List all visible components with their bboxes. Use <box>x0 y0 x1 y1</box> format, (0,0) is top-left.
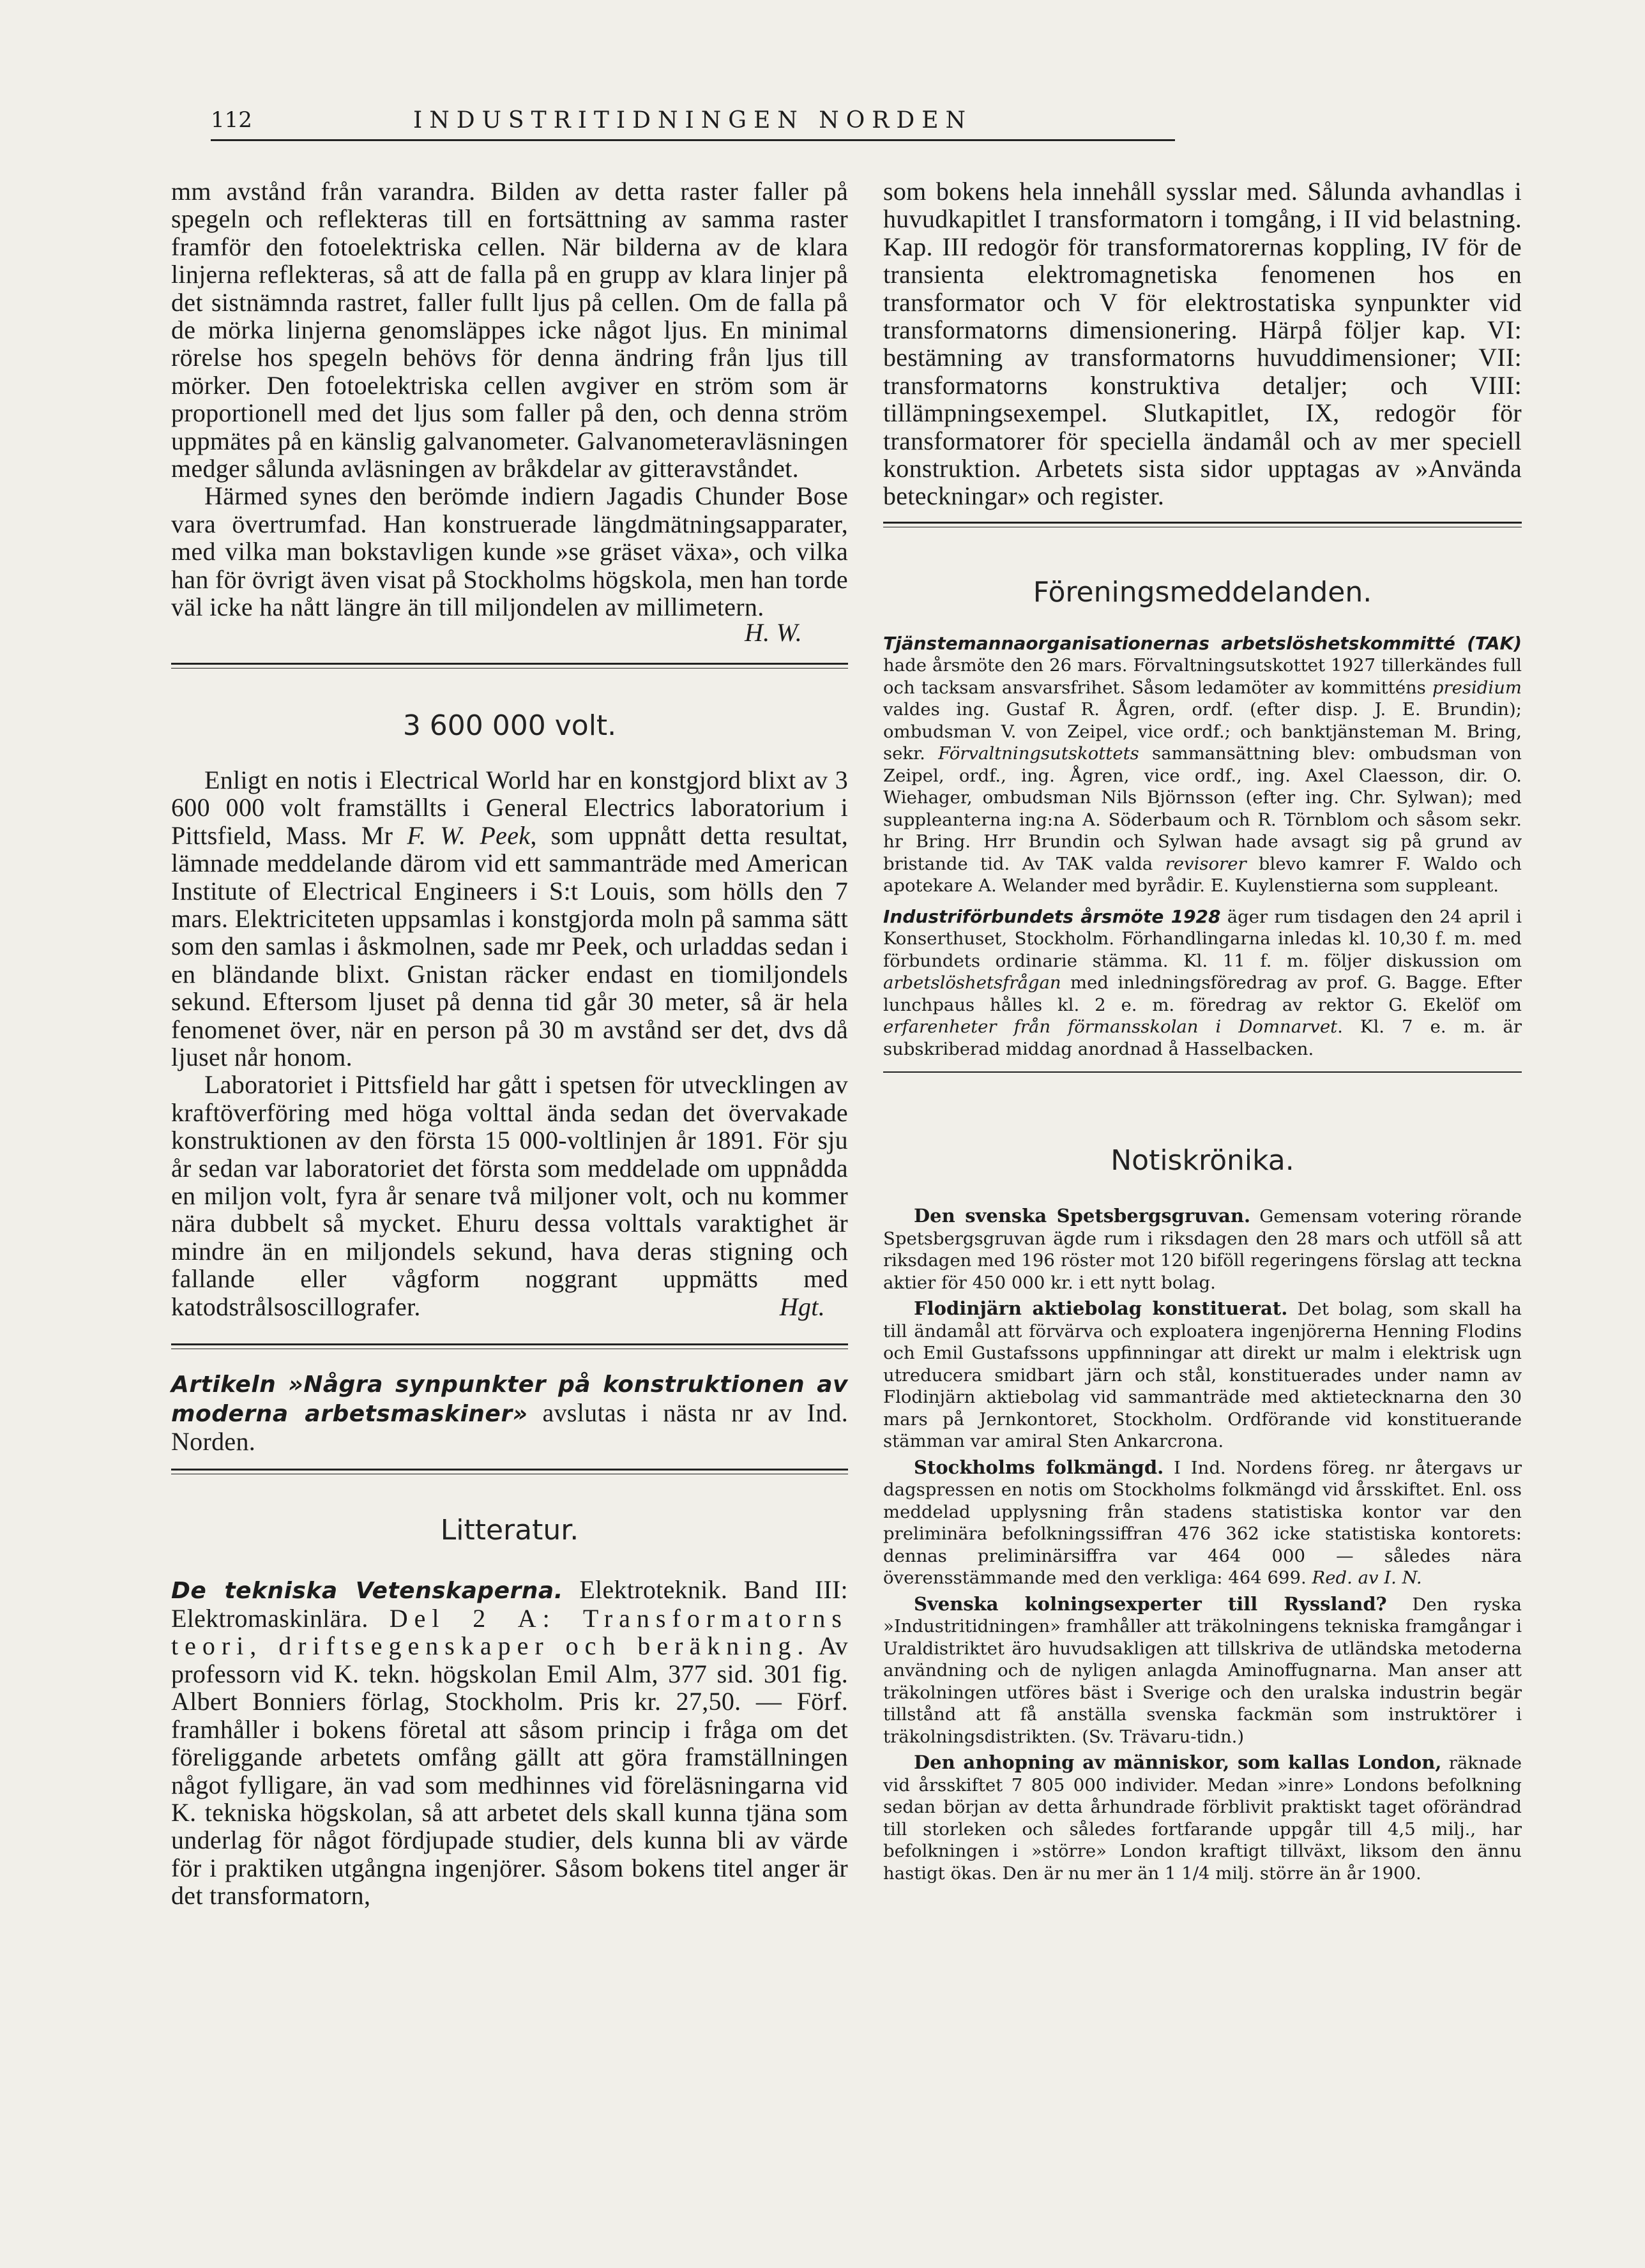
section-divider <box>883 522 1522 527</box>
section-heading-literature: Litteratur. <box>440 1513 579 1546</box>
section-heading-associations: Föreningsmeddelanden. <box>1033 575 1372 609</box>
paragraph: som bokens hela innehåll sysslar med. Sålunda avhandlas i huvudkapitlet I transformatorn i tomgång, i II vid belastning. Kap. III redogör för transformatorernas koppling, IV för de transienta elektromagnetiska fenomenen hos en transformator och V för elektrostatiska synpunkter vid transformatorns dimensionering. Härpå följer kap. VI: bestämning av transformatorns huvuddimensioner; VII: transformatorns konstruktiva detaljer; och VIII: tillämpningsexempel. Slutkapitlet, IX, redogör för transformatorer för speciella ändamål och av mer speciell konstruktion. Arbetets sista sidor upptagas av »Använda beteckningar» och register. <box>883 177 1522 511</box>
text-run: Enligt en notis i Electrical World har en konstgjord blixt av 3 600 000 volt framställts i General Electrics laboratorium i Pittsfield, Mass. Mr <box>171 765 848 850</box>
page-header <box>211 107 1175 140</box>
section-divider <box>883 1071 1522 1073</box>
left-column <box>171 178 848 1910</box>
text-run: revisorer <box>1165 853 1247 874</box>
news-lead: Den svenska Spetsbergsgruvan. <box>914 1205 1251 1227</box>
section-heading-news: Notiskrönika. <box>1111 1144 1294 1177</box>
text-run: presidium <box>1432 677 1522 698</box>
text-run: arbetslöshetsfrågan <box>883 972 1061 994</box>
book-part-title: Del 2 A: Transformatorns teori, driftsegenskaper och beräkning. <box>171 1604 848 1661</box>
person-name: F. W. Peek <box>407 820 531 850</box>
text-run: äger rum tisdagen den 24 april i Konserthuset, Stockholm. Förhandlingarna inledas kl. 10,30 f. m. med förbundets ordinarie stämma. Kl. 11 f. m. följer diskussion om <box>883 906 1522 971</box>
news-lead: Den anhopning av människor, som kallas London, <box>914 1751 1442 1774</box>
paragraph: Härmed synes den berömde indiern Jagadis Chunder Bose vara övertrumfad. Han konstruerade längdmätningsapparater, med vilka man bokstavligen kunde »se gräset växa», och vilka han för övrigt även visat på Stockholms högskola, men han torde väl icke ha nått längre än till miljondelen av millimetern. <box>171 481 848 622</box>
text-run: Gemensam votering rörande Spetsbergsgruvan ägde rum i riksdagen den 28 mars och utföll så att riksdagen med 196 röster mot 120 biföll regeringens förslag att teckna aktier för 450 000 kr. i ett nytt bolag. <box>883 1206 1522 1293</box>
text-run: erfarenheter från förmansskolan i Domnarvet <box>883 1017 1338 1038</box>
text-run: , som uppnått detta resultat, lämnade meddelande därom vid ett sammanträde med American Institute of Electrical Engineers i S:t Louis, som hölls den 7 mars. Elektriciteten uppsamlas i konstgjorda moln på samma sätt som den samlas i åskmolnen, sade mr Peek, och urladdas sedan i en bländande blixt. Gnistan räcker endast en tiomiljondels sekund. Eftersom ljuset på denna tid går 30 meter, så är hela fenomenet över, när en person på 30 m avstånd ser det, dvs då ljuset når honom. <box>171 820 849 1071</box>
paragraph: mm avstånd från varandra. Bilden av detta raster faller på spegeln och reflekteras till en fortsättning av samma raster framför den fotoelektriska cellen. När bilderna av de klara linjerna reflekteras, så att de falla på en grupp av klara linjer på det sistnämnda rastret, faller fullt ljus på cellen. Om de falla på de mörka linjerna genomsläppes icke något ljus. En minimal rörelse hos spegeln behövs för denna ändring från ljus till mörker. Den fotoelektriska cellen avgiver en ström som är proportionell med det ljus som faller på den, och denna ström uppmätes på en känslig galvanometer. Galvanometeravläsningen medger sålunda avläsningen av bråkdelar av gitteravståndet. <box>171 177 848 483</box>
news-item <box>883 1297 1522 1453</box>
news-item <box>883 1751 1522 1884</box>
news-item <box>883 1456 1522 1589</box>
paragraph <box>171 1576 848 1910</box>
signature: H. W. <box>744 617 802 647</box>
page-number: 112 <box>211 107 252 133</box>
book-title: De tekniska Vetenskaperna. <box>171 1577 563 1604</box>
notice-lead: Industriförbundets årsmöte 1928 <box>883 905 1221 927</box>
right-column <box>883 178 1522 1888</box>
text-run: Det bolag, som skall ha till ändamål att förvärva och exploatera ingenjörerna Henning Flodins och Emil Gustafssons uppfinningar att direkt ur malm i elektrisk ugn utreducera smidbart järn och stål, konstituerades under namn av Flodinjärn aktiebolag vid sammanträde med aktietecknarna den 30 mars på Jernkontoret, Stockholm. Ordförande vid konstituerande stämman var amiral Sten Ankarcrona. <box>883 1299 1522 1452</box>
text-run: Förvaltningsutskottets <box>938 743 1139 764</box>
section-divider <box>171 1343 848 1349</box>
section-divider <box>171 1469 848 1474</box>
text-run: med inledningsföredrag av prof. G. Bagge. Efter lunchpaus hålles kl. 2 e. m. föredrag av rektor G. Ekelöf om <box>883 972 1522 1015</box>
text-run: I Ind. Nordens föreg. nr återgavs ur dagspressen en notis om Stockholms folkmängd vid årsskiftet. Enl. oss meddelad upplysning från stadens statistiska kontor var den preliminära befolkningssiffran 476 362 icke statistiska kontorets: dennas preliminärsiffra var 464 000 — således nära överensstämmande med den verkliga: 464 699. <box>883 1457 1522 1589</box>
text-run: sammansättning blev: ombudsman von Zeipel, ordf., ing. Ågren, vice ordf., ing. Axel Claesson, dir. O. Wiehager, ombudsman Nils Björnsson (efter ing. Chr. Sylwan); med suppleanterna ing:na A. Söderbaum och R. Törnblom och såsom sekr. hr Bring. Hrr Brundin och Sylwan hade avsagt sig på grund av bristande tid. Av TAK valda <box>883 743 1522 874</box>
notice-lead: Tjänstemannaorganisationernas arbetslöshetskommitté (TAK) <box>883 632 1522 654</box>
notice <box>171 1370 848 1455</box>
section-divider <box>171 663 848 669</box>
news-lead: Flodinjärn aktiebolag konstituerat. <box>914 1297 1288 1320</box>
header-rule <box>211 139 1175 141</box>
text-run: valdes ing. Gustaf R. Ågren, ordf. (efter disp. J. E. Brundin); ombudsman V. von Zeipel, vice ordf.; och banktjänsteman M. Bring, sekr. <box>883 699 1522 764</box>
text-run: blevo kamrer F. Waldo och apotekare A. Welander med byrådir. E. Kuylenstierna som suppleant. <box>883 853 1522 896</box>
editor-signature: Red. av I. N. <box>1312 1568 1422 1589</box>
news-item <box>883 1205 1522 1294</box>
paragraph <box>171 766 848 1071</box>
news-lead: Svenska kolningsexperter till Ryssland? <box>914 1592 1387 1615</box>
news-item <box>883 1593 1522 1748</box>
text-run: Av professorn vid K. tekn. högskolan Emil Alm, 377 sid. 301 fig. Albert Bonniers förlag, Stockholm. Pris kr. 27,50. — Förf. framhåller i bokens företal att såsom princip i fråga om det föreliggande arbetets omfång gällt att göra framställningen något fylligare, än vad som medhinnes vid föreläsningarna vid K. tekniska högskolan, så att arbetet dels skall kunna tjäna som underlag för något fördjupade studier, dels kunna bli av värde för i praktiken utgångna ingenjörer. Såsom bokens titel anger är det transformatorn, <box>171 1631 848 1910</box>
section-heading-volt: 3 600 000 volt. <box>402 709 617 742</box>
running-title: INDUSTRITIDNINGEN NORDEN <box>413 107 973 133</box>
text-run: . Kl. 7 e. m. är subskriberad middag anordnad å Hasselbacken. <box>883 1017 1522 1059</box>
text-run: hade årsmöte den 26 mars. Förvaltningsutskottet 1927 tillerkändes full och tacksam ansvarsfrihet. Såsom ledamöter av kommitténs <box>883 655 1522 698</box>
news-lead: Stockholms folkmängd. <box>914 1456 1164 1478</box>
paragraph: Laboratoriet i Pittsfield har gått i spetsen för utvecklingen av kraftöverföring med höga volttal ända sedan det övervakade konstruktionen av den första 15 000-voltlinjen år 1891. För sju år sedan var laboratoriet det första som meddelade om uppnådda en miljon volt, fyra år senare två miljoner volt, och nu kommer nära dubbelt så mycket. Ehuru dessa volttals varaktighet är mindre än en miljondels sekund, hava deras stigning och fallande eller vågform noggrant uppmätts med katodstrålsoscillografer. <box>171 1070 848 1321</box>
signature: Hgt. <box>779 1292 825 1322</box>
association-notice <box>883 633 1522 897</box>
notice-lead: Artikeln »Några synpunkter på konstruktionen av moderna arbetsmaskiner» <box>171 1372 848 1427</box>
text-run: Elektroteknik. Band III: Elektromaskinlära. <box>171 1575 848 1633</box>
text-run: Den ryska »Industritidningen» framhåller att träkolningens tekniska framgångar i Uraldistriktet äro huvudsakligen att tillskriva de utländska metoderna användning och de nyligen anlagda Aminoffugnarna. Man anser att träkolningen utföres bäst i Sverige och den uralska industrin begär tillstånd att få anställa svenska fackmän som instruktörer i träkolningsdistrikten. (Sv. Trävaru-tidn.) <box>883 1594 1522 1747</box>
text-run: räknade vid årsskiftet 7 805 000 individer. Medan »inre» Londons befolkning sedan början av detta århundrade förblivit praktiskt taget oförändrad till storleken och således fortfarande uppgår till 4,5 milj., har befolkningen i »större» London kraftigt tillväxt, liksom den ännu hastigt ökas. Den är nu mer än 1 1/4 milj. större än år 1900. <box>883 1753 1522 1884</box>
text-run: avslutas i nästa nr av Ind. Norden. <box>171 1398 849 1456</box>
association-notice <box>883 906 1522 1061</box>
